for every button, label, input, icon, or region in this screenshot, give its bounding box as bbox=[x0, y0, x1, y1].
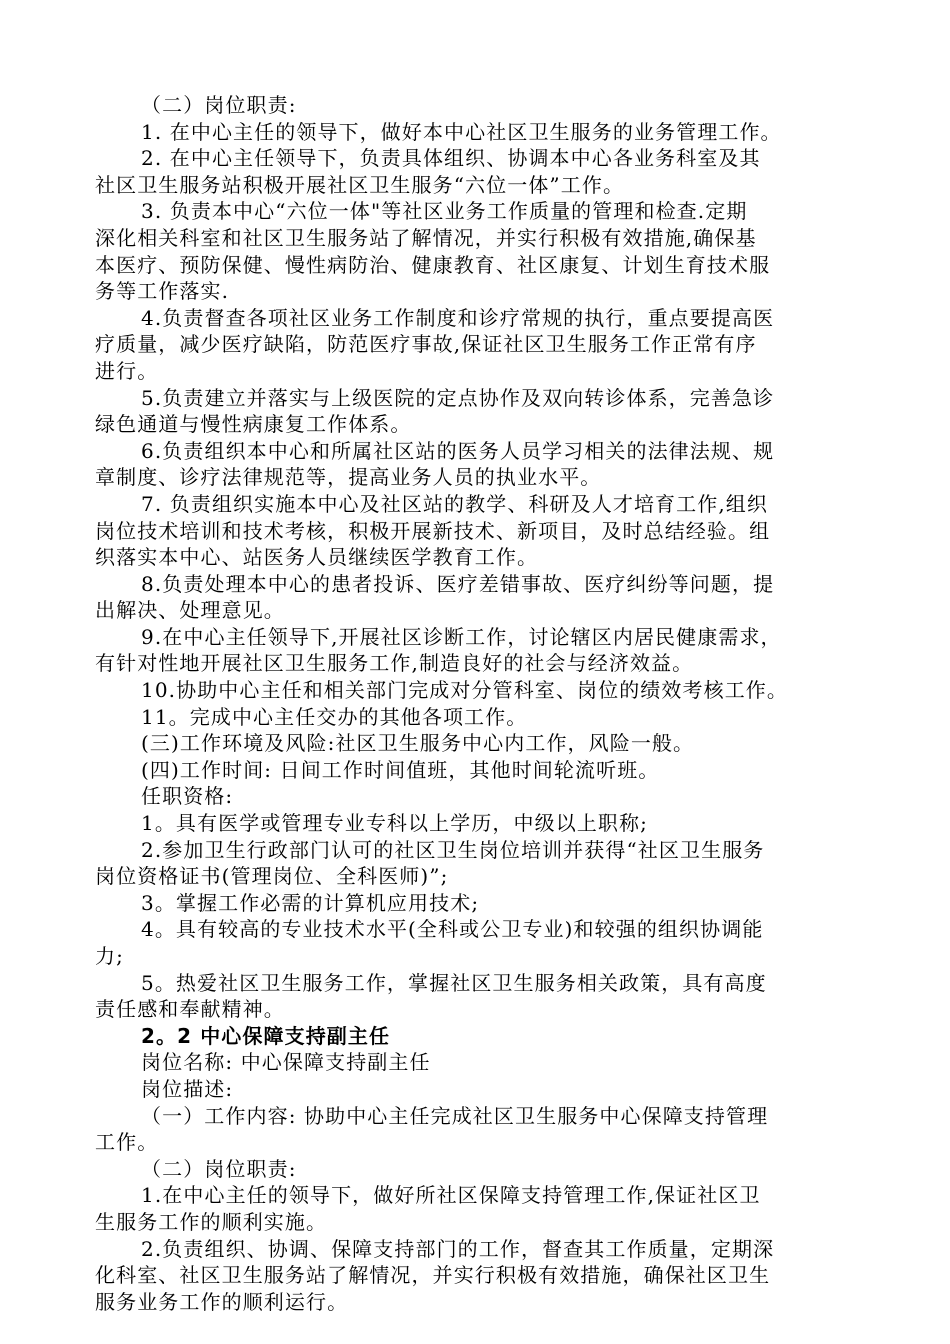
text-line: 4。具有较高的专业技术水平(全科或公卫专业)和较强的组织协调能 bbox=[141, 917, 764, 942]
text-line: （二）岗位职责: bbox=[141, 93, 297, 117]
text-line: 6.负责组织本中心和所属社区站的医务人员学习相关的法律法规、规 bbox=[141, 438, 775, 463]
text-line: 有针对性地开展社区卫生服务工作,制造良好的社会与经济效益。 bbox=[95, 651, 694, 676]
text-line: 5.负责建立并落实与上级医院的定点协作及双向转诊体系，完善急诊 bbox=[141, 385, 775, 410]
text-line: (三)工作环境及风险:社区卫生服务中心内工作，风险一般。 bbox=[141, 731, 695, 756]
text-line: 化科室、社区卫生服务站了解情况，并实行积极有效措施，确保社区卫生 bbox=[95, 1263, 771, 1288]
text-line: 3。掌握工作必需的计算机应用技术; bbox=[141, 890, 480, 915]
text-line: 生服务工作的顺利实施。 bbox=[95, 1209, 328, 1234]
text-line: 岗位名称: 中心保障支持副主任 bbox=[141, 1050, 431, 1075]
text-line: 1。具有医学或管理专业专科以上学历，中级以上职称; bbox=[141, 811, 648, 836]
text-line: 8.负责处理本中心的患者投诉、医疗差错事故、医疗纠纷等问题，提 bbox=[141, 571, 775, 596]
text-line: 岗位技术培训和技术考核，积极开展新技术、新项目，及时总结经验。组 bbox=[95, 518, 771, 543]
text-line: 进行。 bbox=[95, 358, 159, 383]
text-line: 岗位描述: bbox=[141, 1076, 234, 1101]
text-line: 本医疗、预防保健、慢性病防治、健康教育、社区康复、计划生育技术服 bbox=[95, 252, 771, 277]
text-line: 社区卫生服务站积极开展社区卫生服务“六位一体”工作。 bbox=[95, 172, 625, 197]
text-line: （二）岗位职责: bbox=[141, 1156, 297, 1181]
text-line: (四)工作时间: 日间工作时间值班，其他时间轮流听班。 bbox=[141, 757, 660, 782]
text-line: 力; bbox=[95, 944, 124, 968]
text-line: 织落实本中心、站医务人员继续医学教育工作。 bbox=[95, 545, 539, 570]
text-line: 疗质量，减少医疗缺陷，防范医疗事故,保证社区卫生服务工作正常有序 bbox=[95, 332, 757, 357]
text-line: 3. 负责本中心“六位一体"等社区业务工作质量的管理和检查.定期 bbox=[141, 199, 748, 224]
text-line: 4.负责督查各项社区业务工作制度和诊疗常规的执行，重点要提高医 bbox=[141, 305, 775, 330]
text-line: 1.在中心主任的领导下，做好所社区保障支持管理工作,保证社区卫 bbox=[141, 1183, 761, 1208]
text-line: 深化相关科室和社区卫生服务站了解情况，并实行积极有效措施,确保基 bbox=[95, 225, 757, 250]
document-page bbox=[95, 92, 865, 1315]
text-line: 章制度、诊疗法律规范等，提高业务人员的执业水平。 bbox=[95, 465, 602, 490]
text-line: 10.协助中心主任和相关部门完成对分管科室、岗位的绩效考核工作。 bbox=[141, 678, 789, 703]
text-line: 1. 在中心主任的领导下，做好本中心社区卫生服务的业务管理工作。 bbox=[141, 119, 782, 144]
text-line: 责任感和奉献精神。 bbox=[95, 997, 285, 1022]
text-line: 7. 负责组织实施本中心及社区站的教学、科研及人才培育工作,组织 bbox=[141, 491, 768, 516]
text-line: 2. 在中心主任领导下，负责具体组织、协调本中心各业务科室及其 bbox=[141, 146, 761, 171]
text-line: 出解决、处理意见。 bbox=[95, 598, 285, 623]
text-line: 11。完成中心主任交办的其他各项工作。 bbox=[141, 704, 528, 729]
text-line: 务等工作落实. bbox=[95, 279, 230, 304]
text-line: 2.参加卫生行政部门认可的社区卫生岗位培训并获得“社区卫生服务 bbox=[141, 837, 765, 862]
section-heading: 2。2 中心保障支持副主任 bbox=[141, 1023, 391, 1048]
text-line: 5。热爱社区卫生服务工作，掌握社区卫生服务相关政策，具有高度 bbox=[141, 970, 767, 995]
text-line: 9.在中心主任领导下,开展社区诊断工作，讨论辖区内居民健康需求， bbox=[141, 624, 782, 649]
text-line: 任职资格: bbox=[141, 784, 234, 809]
text-line: 工作。 bbox=[95, 1130, 159, 1155]
text-line: （一）工作内容: 协助中心主任完成社区卫生服务中心保障支持管理 bbox=[141, 1103, 769, 1128]
text-line: 绿色通道与慢性病康复工作体系。 bbox=[95, 412, 412, 437]
text-line: 服务业务工作的顺利运行。 bbox=[95, 1289, 349, 1314]
text-line: 岗位资格证书(管理岗位、全科医师)”; bbox=[95, 864, 449, 889]
text-line: 2.负责组织、协调、保障支持部门的工作，督查其工作质量，定期深 bbox=[141, 1236, 775, 1261]
